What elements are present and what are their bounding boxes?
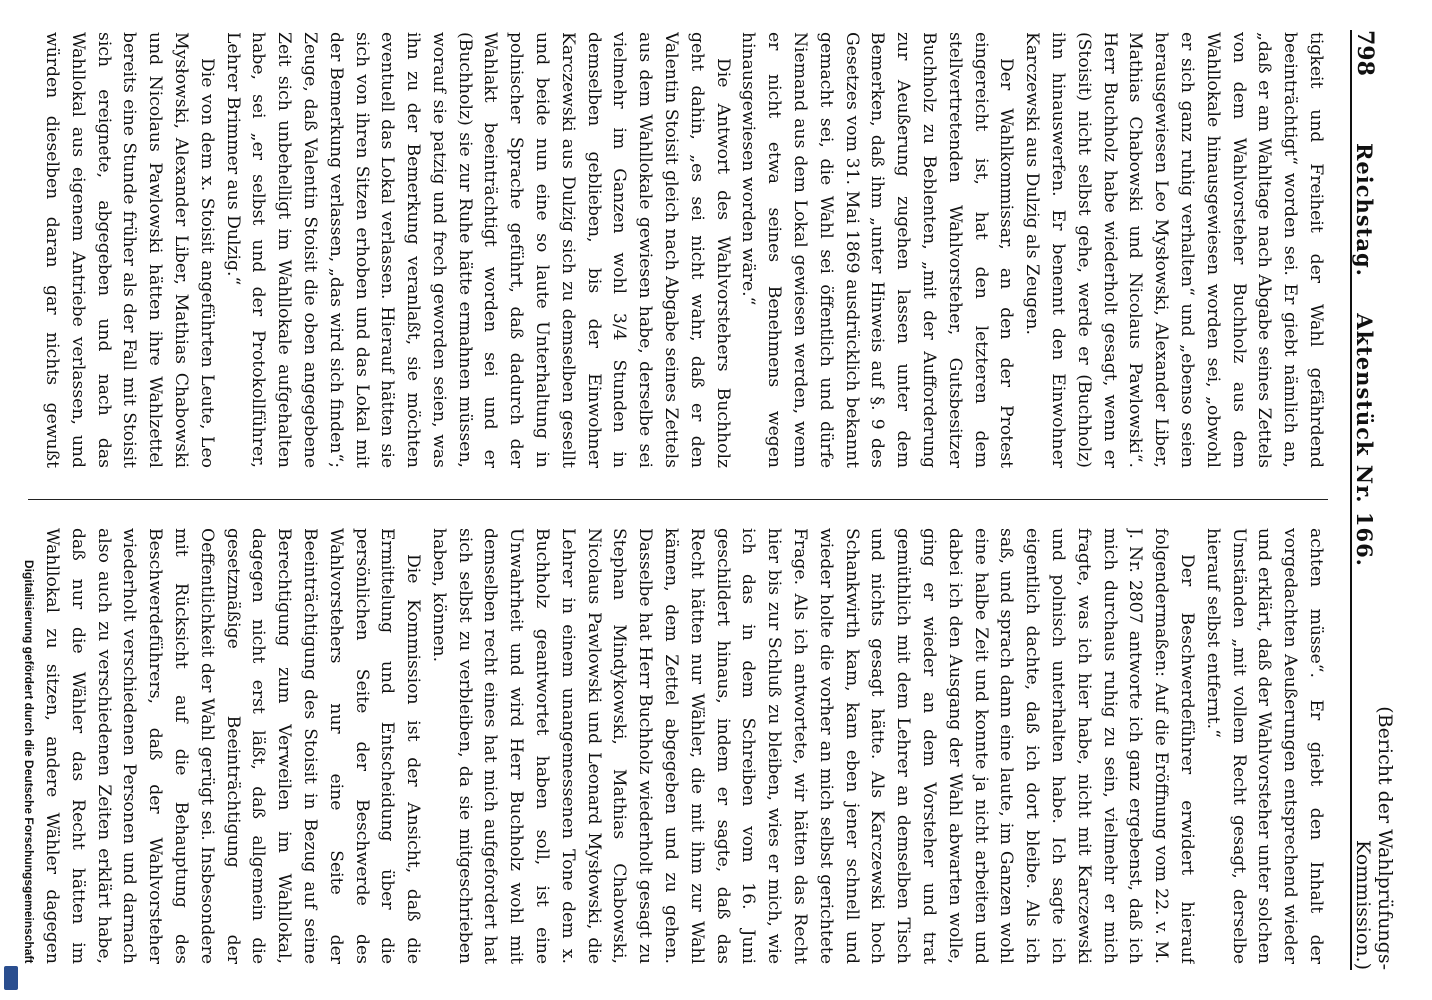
page-number: 798 xyxy=(1352,30,1378,76)
digitization-footer xyxy=(0,560,36,1000)
page-header xyxy=(1350,30,1396,970)
header-subtitle: (Bericht der Wahlprüfungs-Kommission.) xyxy=(1352,706,1396,970)
paragraph: Die Antwort des Wahlvorstehers Buchholz geht dahin, „es sei nicht wahr, daß er den Valentin Stoisit gleich nach Abgabe seines Zettels aus dem Wahllokale gewiesen habe, derselbe sei vielmehr im Ganzen wohl 3/4 Stunden in demselben geblieben, bis der Einwohner Karczewski aus Dulzig sich zu demselben gesellt und beide nun eine so laute Unterhaltung in polnischer Sprache geführt, daß dadurch der Wahlakt beeinträchtigt worden sei und er (Buchholz) sie zur Ruhe hätte ermahnen müssen, worauf sie patzig und frech geworden seien, was ihn zu der Bemerkung veranlaßt, sie möchten eventuell das Lokal verlassen. Hierauf hätten sie sich von ihren Sitzen erhoben und das Lokal mit der Bemerkung verlassen, „das wird sich finden“; Zeuge, daß Valentin Stoisit die oben angegebene Zeit sich unbehelligt im Wahllokale aufgehalten habe, sei „er selbst und der Protokollführer, Lehrer Brimmer aus Dulzig.“ xyxy=(222,32,733,468)
column-divider xyxy=(28,499,1328,500)
paragraph: Der Beschwerdeführer erwidert hierauf folgendermaßen: Auf die Eröffnung vom 22. v. M. J. Nr. 2807 antworte ich ganz ergebenst, daß ich mich durchaus ruhig zu sein, vielmehr er mich fragte, was ich hier habe, nicht mit Karczewski und polnisch unterhalten habe. Ich sagte ich eigentlich dachte, daß ich dort bleibe. Als ich saß, und sprach dann eine laute, im Ganzen wohl eine halbe Zeit und konnte ja nicht arbeiten und dabei ich den Ausgang der Wahl abwarten wolle, ging er wieder an dem Vorsteher und trat gemüthlich mit dem Lehrer an demselben Tisch und nichts gesagt hätte. Als Karczewski hoch Schankwirth kam, kam eben jener schnell und wieder holte die vorher an mich selbst gerichtete Frage. Als ich antwortete, wir hätten das Recht hier bis zur Schluß zu bleiben, wies er mich, wie ich das in dem Schreiben vom 16. Juni geschildert hinaus, indem er sagte, daß das Recht hätten nur Wähler, die mit ihm zur Wahl kämen, dem Zettel abgegeben und zu gehen. Dasselbe hat Herr Buchholz wiederholt gesagt zu Stephan Mindykowski, Mathias Chabowski, Nicolaus Pawlowski und Leonard Mysłowski, die Lehrer in einem unangemessenen Tone dem x. Buchholz geantwortet haben soll, ist eine Unwahrheit und wird Herr Buchholz wohl mit demselben recht eines hat mich aufgefordert hat sich selbst zu verbleiben, da sie mitgeschrieben haben, können. xyxy=(428,528,1198,964)
left-text-column xyxy=(38,32,1328,468)
paragraph: achten müsse“. Er giebt den Inhalt der vorgedachten Aeußerungen entsprechend wieder und erklärt, daß der Wahlvorsteher unter solchen Umständen „mit vollem Recht gesagt, derselbe hierauf selbst entfernt.“ xyxy=(1202,528,1326,964)
paragraph: tigkeit und Freiheit der Wahl gefährdend beeinträchtigt“ worden sei. Er giebt nämlich an, „daß er am Wahltage nach Abgabe seines Zettels von dem Wahlvorsteher Buchholz aus dem Wahllokale hinausgewiesen worden sei, „obwohl er sich ganz ruhig verhalten“ und „ebenso seien herausgewiesen Leo Mysłowski, Alexander Liber, Mathias Chabowski und Nicolaus Pawlowski“. Herr Buchholz habe wiederholt gesagt, wenn er (Stoisit) nicht selbst gehe, werde er (Buchholz) ihn hinauswerfen. Er benennt den Einwohner Karczewski aus Dulzig als Zeugen. xyxy=(1022,32,1326,468)
paragraph: Der Wahlkommissar, an den der Protest eingereicht ist, hat den letzteren dem stellvertretenden Wahlvorsteher, Gutsbesitzer Buchholz zu Beblenten, „mit der Aufforderung zur Aeußerung zugehen lassen unter dem Bemerken, daß ihm „unter Hinweis auf §. 9 des Gesetzes vom 31. Mai 1869 ausdrücklich bekannt gemacht sei, die Wahl sei öffentlich und dürfe Niemand aus dem Lokal gewiesen werden, wenn er nicht etwa seines Benehmens wegen hinausgewiesen worden wäre.“ xyxy=(738,32,1017,468)
paragraph: Die Kommission ist der Ansicht, daß die Ermittelung und Entscheidung über die persönlichen Seite der Beschwerde des Wahlvorstehers nur eine Seite der Beeinträchtigung des Stoisit in Bezug auf seine Berechtigung zum Verweilen im Wahllokal, dagegen nicht erst läßt, daß allgemein die gesetzmäßige Beeinträchtigung der Oeffentlichkeit der Wahl gerügt sei. Insbesondere mit Rücksicht auf die Behauptung des Beschwerdeführers, daß der Wahlvorsteher wiederholt verschiedenen Personen und darnach also auch zu verschiedenen Zeiten erklärt habe, daß nur die Wähler das Recht hätten im Wahllokal zu sitzen, andere Wähler dagegen xyxy=(41,528,424,964)
right-text-column xyxy=(38,528,1328,964)
footer-credit: Digitalisierung gefördert durch die Deutsche Forschungsgemeinschaft xyxy=(22,560,36,964)
document-label: Aktenstück Nr. 166. xyxy=(1352,313,1377,567)
header-title-group xyxy=(1352,120,1377,590)
paragraph: Die von dem x. Stoisit angeführten Leute, Leo Mysłowski, Alexander Liber, Mathias Chabowski und Nicolaus Pawlowski hätten ihre Wahlzettel bereits eine Stunde früher als der Fall mit Stoisit sich ereignete, abgegeben und nach das Wahllokal aus eigenem Antriebe verlassen, und würden dieselben daran gar nichts gewußt xyxy=(41,32,217,468)
dfg-logo xyxy=(4,966,18,990)
header-title: Reichstag. xyxy=(1352,142,1377,277)
